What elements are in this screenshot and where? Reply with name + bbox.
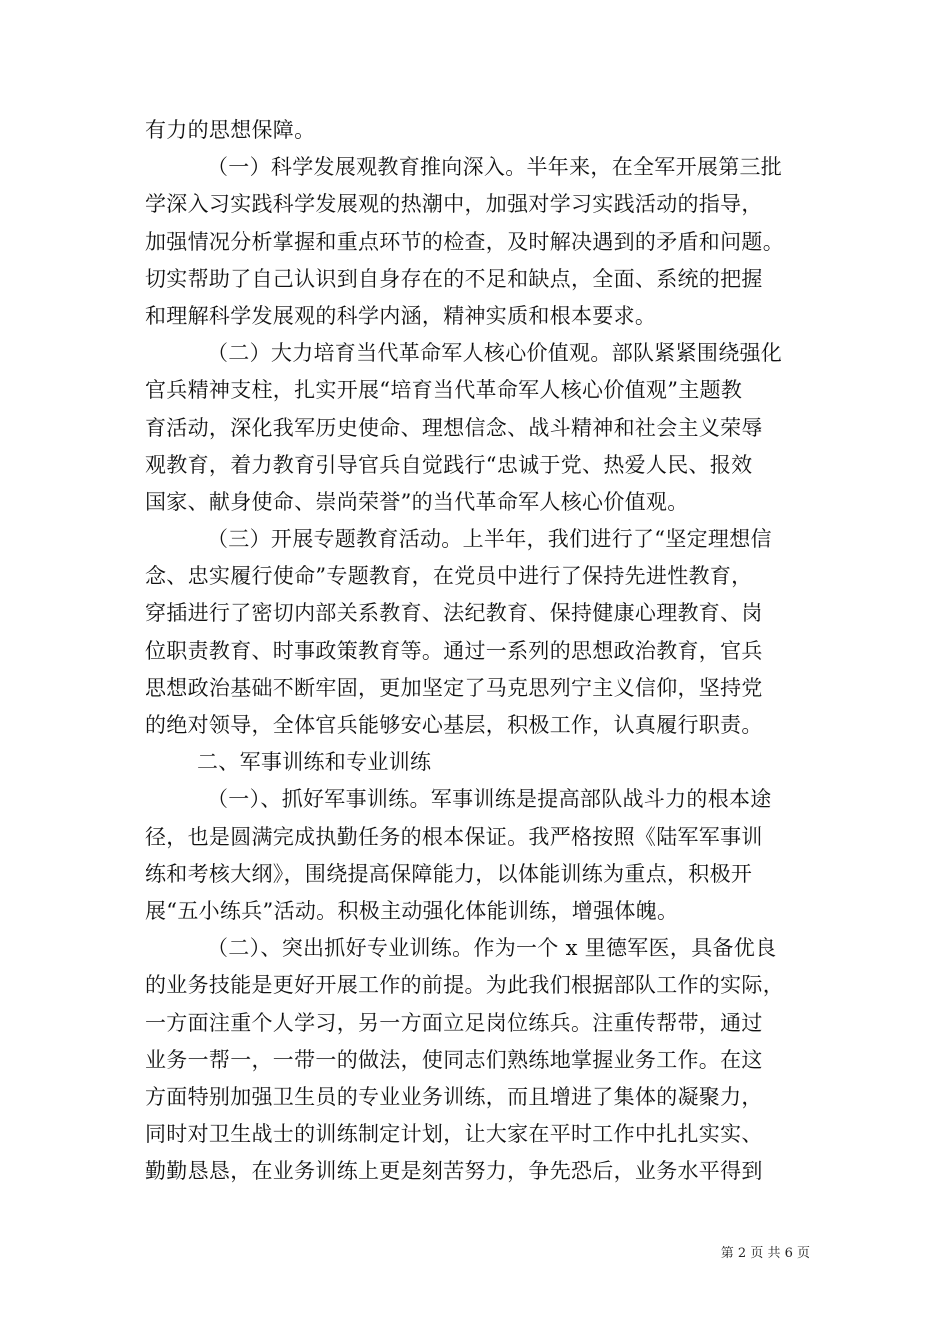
text-line: 念、忠实履行使命”专题教育，在党员中进行了保持先进性教育， (145, 564, 753, 589)
text-line: 同时对卫生战士的训练制定计划，让大家在平时工作中扎扎实实、 (145, 1122, 763, 1147)
text-line: 加强情况分析掌握和重点环节的检查，及时解决遇到的矛盾和问题。 (145, 229, 784, 254)
text-line: 切实帮助了自己认识到自身存在的不足和缺点，全面、系统的把握 (145, 266, 763, 291)
text-line: 思想政治基础不断牢固，更加坚定了马克思列宁主义信仰，坚持党 (145, 675, 763, 700)
text-line: 位职责教育、时事政策教育等。通过一系列的思想政治教育，官兵 (145, 638, 763, 663)
page-number-footer: 第 2 页 共 6 页 (720, 1246, 810, 1261)
text-line: （一）科学发展观教育推向深入。半年来，在全军开展第三批 (207, 155, 783, 180)
text-line: 方面特别加强卫生员的专业业务训练，而且增进了集体的凝聚力， (145, 1084, 763, 1109)
text-line: （二）大力培育当代革命军人核心价值观。部队紧紧围绕强化 (207, 341, 783, 366)
text-line: 展“五小练兵”活动。积极主动强化体能训练，增强体魄。 (145, 898, 679, 923)
section-heading: 二、军事训练和专业训练 (197, 750, 432, 775)
text-line: 育活动，深化我军历史使命、理想信念、战斗精神和社会主义荣辱 (145, 415, 763, 440)
text-line: 国家、献身使命、崇尚荣誉”的当代革命军人核心价值观。 (145, 489, 689, 514)
text-line: 勤勤恳恳，在业务训练上更是刻苦努力，争先恐后，业务水平得到 (145, 1159, 763, 1184)
text-line: 的业务技能是更好开展工作的前提。为此我们根据部队工作的实际， (145, 973, 784, 998)
text-line: 学深入习实践科学发展观的热潮中，加强对学习实践活动的指导， (145, 192, 763, 217)
document-body (145, 112, 810, 1190)
text-line: 练和考核大纲》，围绕提高保障能力，以体能训练为重点，积极开 (145, 861, 753, 886)
text-line: 一方面注重个人学习，另一方面立足岗位练兵。注重传帮带，通过 (145, 1010, 763, 1035)
text-line: 业务一帮一，一带一的做法，使同志们熟练地掌握业务工作。在这 (145, 1047, 763, 1072)
text-line: 有力的思想保障。 (145, 118, 316, 142)
text-line: 和理解科学发展观的科学内涵，精神实质和根本要求。 (145, 303, 657, 328)
text-line: 径，也是圆满完成执勤任务的根本保证。我严格按照《陆军军事训 (145, 824, 763, 849)
text-line: （二）、突出抓好专业训练。作为一个 x 里德军医，具备优良 (207, 936, 777, 961)
text-line: （三）开展专题教育活动。上半年，我们进行了“坚定理想信 (207, 527, 772, 552)
text-line: （一）、抓好军事训练。军事训练是提高部队战斗力的根本途 (207, 787, 772, 812)
text-line: 观教育，着力教育引导官兵自觉践行“忠诚于党、热爱人民、报效 (145, 452, 753, 477)
text-line: 穿插进行了密切内部关系教育、法纪教育、保持健康心理教育、岗 (145, 601, 763, 626)
text-line: 的绝对领导，全体官兵能够安心基层，积极工作，认真履行职责。 (145, 713, 763, 737)
text-line: 官兵精神支柱，扎实开展“培育当代革命军人核心价值观”主题教 (145, 378, 743, 403)
